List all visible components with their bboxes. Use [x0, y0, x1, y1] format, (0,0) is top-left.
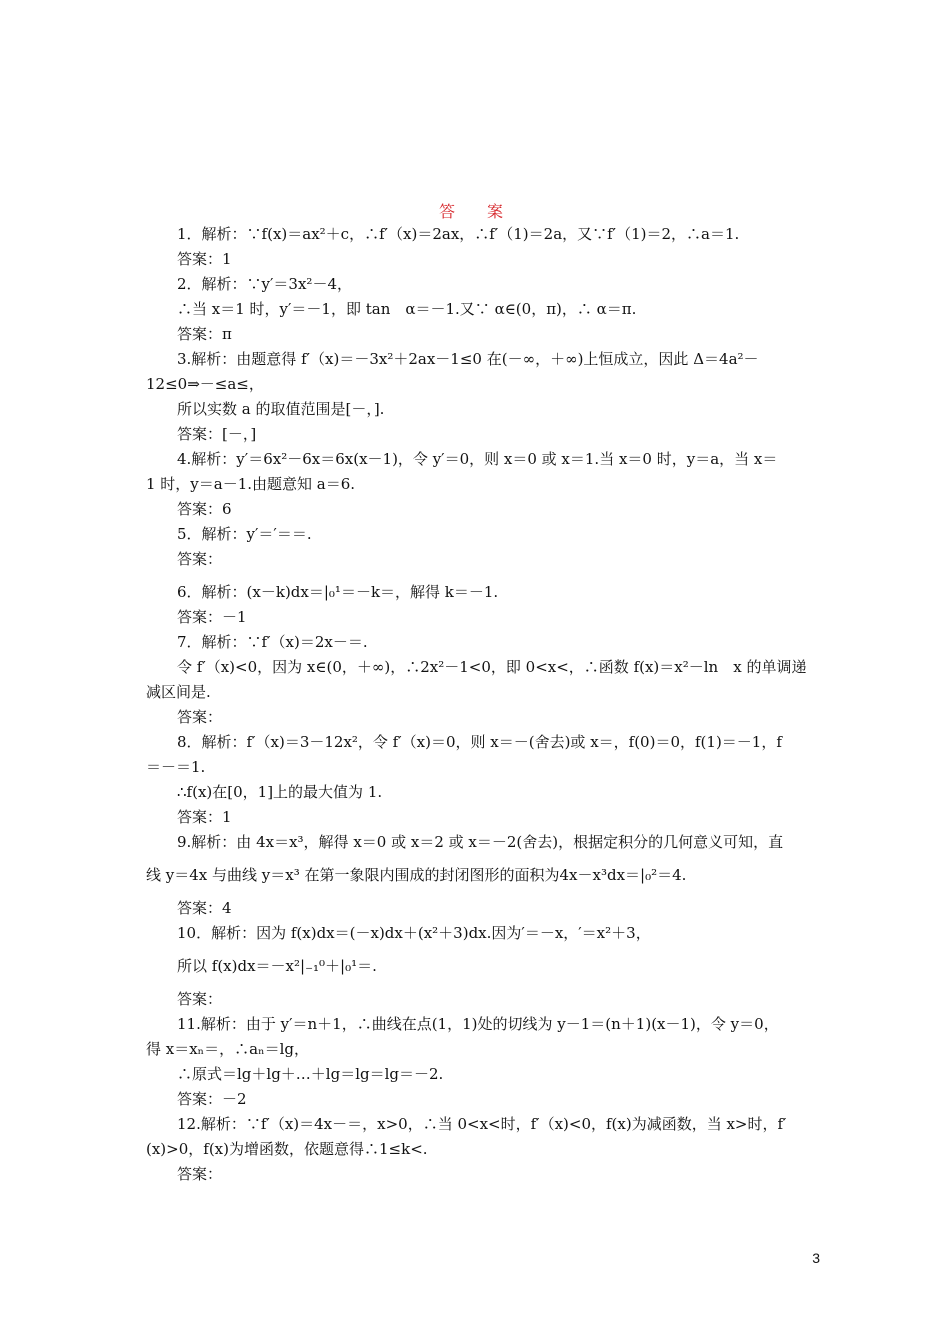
text-line: 11.解析：由于 y′＝n＋1，∴曲线在点(1，1)处的切线为 y－1＝(n＋1)(x－1)，令 y＝0，	[177, 1015, 779, 1033]
text-line: 7．解析：∵f′（x)＝2x－＝.	[177, 633, 368, 651]
text-line: 2．解析：∵y′＝3x²－4，	[177, 275, 352, 293]
text-line: 答案：	[177, 1165, 223, 1183]
text-line: 答案：1	[177, 808, 232, 826]
text-line: 答案：	[177, 990, 223, 1008]
text-line: 答案：6	[177, 500, 232, 518]
text-line: 答案：[－，]	[177, 425, 257, 443]
text-line: 线 y＝4x 与曲线 y＝x³ 在第一象限内围成的封闭图形的面积为4x－x³dx＝|₀²＝4.	[146, 866, 687, 884]
text-line: 得 x＝xₙ＝，∴aₙ＝lg，	[146, 1040, 310, 1058]
page-number: 3	[812, 1250, 820, 1266]
text-line: 9.解析：由 4x＝x³，解得 x＝0 或 x＝2 或 x＝－2(舍去)，根据定积分的几何意义可知，直	[177, 833, 784, 851]
answer-heading: 答 案	[438, 202, 511, 221]
text-line: ＝－＝1.	[146, 758, 206, 776]
text-line: 所以实数 a 的取值范围是[－，].	[177, 400, 385, 418]
text-line: ∴当 x＝1 时，y′＝－1，即 tan α＝－1.又∵ α∈(0，π)，∴ α＝π.	[177, 300, 637, 318]
text-line: 5．解析：y′＝′＝＝.	[177, 525, 312, 543]
text-line: 减区间是.	[146, 683, 211, 701]
answer-body	[146, 222, 816, 1187]
text-line: 答案：	[177, 550, 223, 568]
text-line: 8．解析：f′（x)＝3－12x²，令 f′（x)＝0，则 x＝－(舍去)或 x＝，f(0)＝0，f(1)＝－1，f	[177, 733, 782, 751]
text-line: 答案：－1	[177, 608, 247, 626]
text-line: 12.解析：∵f′（x)＝4x－＝，x>0，∴当 0<x<时，f′（x)<0，f(x)为减函数，当 x>时，f′	[177, 1115, 787, 1133]
text-line: 令 f′（x)<0，因为 x∈(0，＋∞)，∴2x²－1<0，即 0<x<，∴函数 f(x)＝x²－ln x 的单调递	[177, 658, 807, 676]
text-line: 1．解析：∵f(x)＝ax²＋c，∴f′（x)＝2ax，∴f′（1)＝2a，又∵f′（1)＝2，∴a＝1.	[177, 225, 740, 243]
text-line: 答案：－2	[177, 1090, 247, 1108]
text-line: 答案：1	[177, 250, 232, 268]
text-line: 所以 f(x)dx＝－x²|₋₁⁰＋|₀¹＝.	[177, 957, 377, 975]
text-line: 1 时，y＝a－1.由题意知 a＝6.	[146, 475, 356, 493]
text-line: 4.解析：y′＝6x²－6x＝6x(x－1)，令 y′＝0，则 x＝0 或 x＝1.当 x＝0 时，y＝a，当 x＝	[177, 450, 778, 468]
text-line: 答案：4	[177, 899, 232, 917]
text-line: 10．解析：因为 f(x)dx＝(－x)dx＋(x²＋3)dx.因为′＝－x，′＝x²＋3，	[177, 924, 651, 942]
text-line: ∴原式＝lg＋lg＋…＋lg＝lg＝lg＝－2.	[177, 1065, 444, 1083]
text-line: 12≤0⇒－≤a≤，	[146, 375, 264, 393]
text-line: ∴f(x)在[0，1]上的最大值为 1.	[177, 783, 383, 801]
text-line: 答案：	[177, 708, 223, 726]
text-line: 答案：π	[177, 325, 232, 343]
text-line: 3.解析：由题意得 f′（x)＝－3x²＋2ax－1≤0 在(－∞，＋∞)上恒成立，因此 Δ＝4a²－	[177, 350, 759, 368]
text-line: (x)>0，f(x)为增函数，依题意得∴1≤k<.	[146, 1140, 428, 1158]
text-line: 6．解析：(x－k)dx＝|₀¹＝－k＝，解得 k＝－1.	[177, 583, 499, 601]
